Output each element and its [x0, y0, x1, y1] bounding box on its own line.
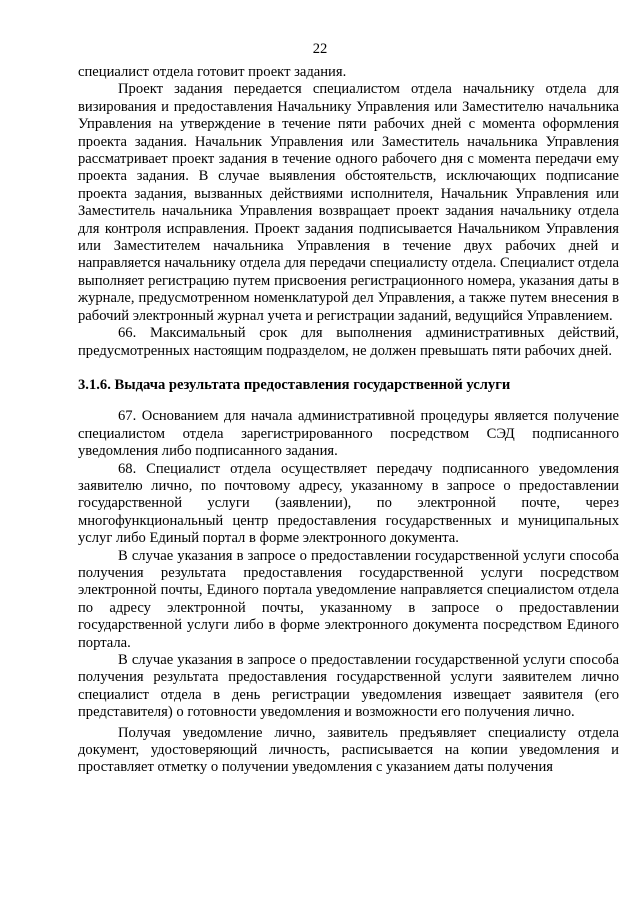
paragraph-continuation: специалист отдела готовит проект задания. [78, 64, 347, 80]
paragraph-67: 67. Основанием для начала административной процедуры является получение специалистом отдела зарегистрированного посредством СЭД подписанного уведомления либо подписанного задания. [78, 408, 619, 460]
paragraph-receipt: Получая уведомление лично, заявитель предъявляет специалисту отдела документ, удостоверяющий личность, расписывается на копии уведомления и проставляет отметку о получении уведомления с указанием даты получения [78, 724, 619, 776]
document-body [78, 64, 619, 777]
paragraph-project-approval: Проект задания передается специалистом отдела начальнику отдела для визирования и предоставления Начальнику Управления или Заместителю начальника Управления на утверждение в течение пяти рабочих дней с момента оформления проекта задания. Начальник Управления или Заместитель начальника Управления рассматривает проект задания в течение одного рабочего дня с момента передачи ему проекта задания. В случае выявления обстоятельств, исключающих подписание проекта задания, вызванных действиями исполнителя, Начальник Управления или Заместитель начальника Управления возвращает проект задания начальнику отдела для контроля исправления. Проект задания подписывается Начальником Управления или Заместителем начальника Управления в течение двух рабочих дней и направляется начальнику отдела для передачи специалисту отдела. Специалист отдела выполняет регистрацию путем присвоения регистрационного номера, указания даты в журнале, предусмотренном номенклатурой дел Управления, а также путем внесения в рабочий электронный журнал учета и регистрации заданий, ведущийся Управлением. [78, 81, 619, 324]
paragraph-66: 66. Максимальный срок для выполнения административных действий, предусмотренных настоящим подразделом, не должен превышать пяти рабочих дней. [78, 325, 619, 359]
paragraph-personal-delivery: В случае указания в запросе о предоставлении государственной услуги способа получения результата предоставления государственной услуги заявителем лично специалист отдела в день регистрации уведомления извещает заявителя (его представителя) о готовности уведомления и возможности его получения лично. [78, 652, 619, 721]
section-heading-3-1-6: 3.1.6. Выдача результата предоставления государственной услуги [78, 376, 511, 393]
paragraph-68: 68. Специалист отдела осуществляет передачу подписанного уведомления заявителю лично, по почтовому адресу, указанному в запросе о предоставлении государственной услуги (заявлении), по электронной почте, через многофункциональный центр предоставления государственных и муниципальных услуг либо Единый портал в форме электронного документа. [78, 460, 619, 547]
page-number: 22 [312, 41, 328, 57]
paragraph-email-delivery: В случае указания в запросе о предоставлении государственной услуги способа получения результата предоставления государственной услуги посредством электронной почты, Единого портала уведомление направляется специалистом отдела по адресу электронной почты, указанному в запросе о предоставлении государственной услуги либо в форме электронного документа посредством Единого портала. [78, 547, 619, 651]
